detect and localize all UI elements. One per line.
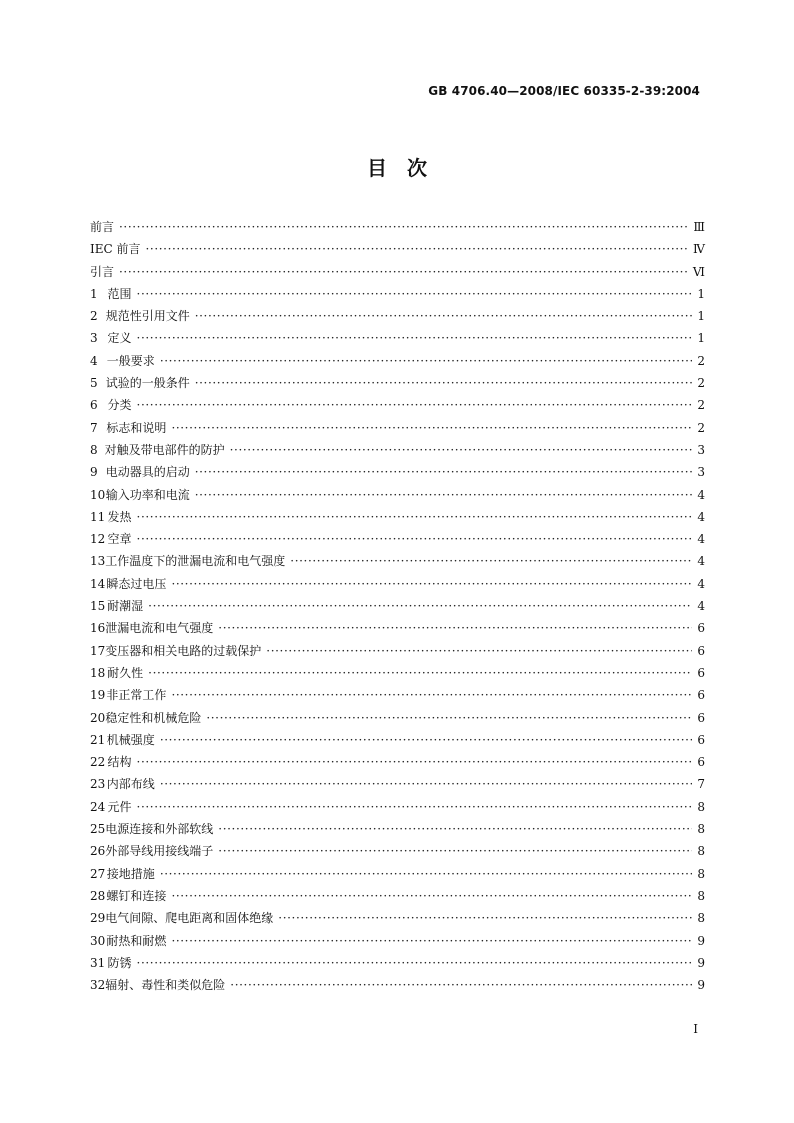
toc-entry-label: 电气间隙、爬电距离和固体绝缘: [105, 911, 274, 926]
toc-entry-label: 规范性引用文件: [105, 309, 190, 324]
toc-entry[interactable]: [90, 261, 705, 283]
toc-entry-label: 机械强度: [106, 732, 155, 747]
toc-entry-page: 4: [697, 576, 705, 591]
toc-leader-dots: [160, 773, 693, 795]
toc-leader-dots: [171, 930, 692, 952]
toc-entry-number: 15: [90, 599, 106, 614]
toc-entry-page: 1: [697, 309, 705, 324]
toc-entry-page: 4: [697, 487, 705, 502]
page-number: I: [693, 1022, 698, 1036]
toc-entry-page: 8: [697, 888, 705, 903]
toc-leader-dots: [137, 283, 693, 305]
toc-entry[interactable]: [90, 238, 705, 260]
toc-entry[interactable]: [90, 595, 705, 617]
toc-entry-number: 29: [90, 911, 106, 926]
toc-leader-dots: [266, 640, 692, 662]
toc-entry-label: 螺钉和连接: [106, 888, 167, 903]
toc-entry-number: 4: [90, 353, 98, 368]
toc-entry-number: 6: [90, 398, 98, 413]
toc-entry-page: 8: [697, 866, 705, 881]
toc-leader-dots: [148, 662, 692, 684]
toc-entry-label: 分类: [107, 398, 132, 413]
toc-entry-label: 前言: [90, 220, 115, 234]
toc-entry-page: 6: [697, 665, 705, 680]
toc-entry[interactable]: [90, 662, 705, 684]
toc-entry[interactable]: [90, 439, 705, 461]
toc-leader-dots: [160, 863, 693, 885]
toc-entry[interactable]: [90, 350, 705, 372]
toc-entry-number: 2: [90, 309, 98, 324]
toc-entry[interactable]: [90, 528, 705, 550]
toc-entry[interactable]: [90, 974, 705, 996]
toc-entry-page: 1: [697, 331, 705, 346]
toc-leader-dots: [160, 729, 693, 751]
toc-entry-number: 19: [90, 688, 106, 703]
toc-entry-number: 12: [90, 532, 106, 547]
toc-entry[interactable]: [90, 729, 705, 751]
toc-entry[interactable]: [90, 573, 705, 595]
toc-entry-page: 8: [697, 799, 705, 814]
toc-entry-page: 4: [697, 509, 705, 524]
toc-entry-page: 2: [697, 420, 705, 435]
toc-entry-page: 2: [697, 353, 705, 368]
toc-leader-dots: [218, 818, 692, 840]
toc-entry-label: 空章: [107, 532, 132, 547]
toc-entry-page: 6: [697, 755, 705, 770]
toc-entry[interactable]: [90, 506, 705, 528]
toc-leader-dots: [171, 573, 692, 595]
toc-entry-label: 定义: [107, 331, 132, 346]
toc-entry-number: 3: [90, 331, 98, 346]
standard-code: GB 4706.40—2008/IEC 60335-2-39:2004: [428, 84, 700, 98]
toc-entry[interactable]: [90, 305, 705, 327]
toc-entry[interactable]: [90, 773, 705, 795]
toc-leader-dots: [206, 707, 692, 729]
toc-entry-page: 4: [697, 532, 705, 547]
toc-entry[interactable]: [90, 617, 705, 639]
toc-leader-dots: [195, 372, 693, 394]
toc-entry-page: 8: [697, 911, 705, 926]
toc-entry-label: 电动器具的启动: [105, 465, 190, 480]
toc-entry-label: 防锈: [107, 955, 132, 970]
toc-leader-dots: [218, 840, 692, 862]
toc-entry-page: 6: [697, 621, 705, 636]
toc-entry-page: 8: [697, 822, 705, 837]
toc-entry-label: 稳定性和机械危险: [105, 710, 202, 725]
toc-leader-dots: [137, 394, 693, 416]
toc-entry[interactable]: [90, 640, 705, 662]
toc-entry-number: 9: [90, 465, 98, 480]
toc-entry-label: 接地措施: [106, 866, 155, 881]
toc-entry-label: 变压器和相关电路的过载保护: [105, 643, 262, 658]
toc-entry-page: 6: [697, 643, 705, 658]
toc-leader-dots: [119, 261, 688, 283]
toc-entry-page: 6: [697, 688, 705, 703]
toc-entry-page: Ⅵ: [692, 264, 705, 279]
toc-entry[interactable]: [90, 952, 705, 974]
page-title: 目 次: [367, 156, 427, 180]
toc-entry-number: 30: [90, 933, 106, 948]
toc-entry[interactable]: [90, 550, 705, 572]
toc-entry-number: 21: [90, 732, 106, 747]
toc-entry-page: 7: [697, 777, 705, 792]
toc-entry-label: 电源连接和外部软线: [105, 822, 214, 837]
toc-leader-dots: [146, 238, 689, 260]
toc-entry[interactable]: [90, 818, 705, 840]
toc-entry-page: 4: [697, 599, 705, 614]
toc-entry-number: 10: [90, 487, 106, 502]
toc-entry-label: 范围: [107, 286, 132, 301]
toc-entry-page: 1: [697, 286, 705, 301]
toc-leader-dots: [171, 684, 692, 706]
toc-entry-number: 22: [90, 755, 106, 770]
toc-entry-page: 4: [697, 554, 705, 569]
toc-entry[interactable]: [90, 707, 705, 729]
toc-entry-number: 28: [90, 888, 106, 903]
toc-entry-page: 9: [697, 978, 705, 993]
toc-leader-dots: [195, 305, 693, 327]
toc-entry-number: 25: [90, 822, 106, 837]
toc-entry-number: 24: [90, 799, 106, 814]
toc-entry[interactable]: [90, 372, 705, 394]
toc-entry-label: 辐射、毒性和类似危险: [105, 978, 226, 993]
toc-entry-number: 16: [90, 621, 106, 636]
toc-entry-number: 27: [90, 866, 106, 881]
toc-entry-label: 耐久性: [107, 665, 144, 680]
toc-entry[interactable]: [90, 796, 705, 818]
toc-entry-label: 输入功率和电流: [105, 487, 190, 502]
toc-entry[interactable]: [90, 684, 705, 706]
toc-entry-label: 一般要求: [106, 353, 155, 368]
toc-entry[interactable]: [90, 394, 705, 416]
toc-leader-dots: [137, 528, 693, 550]
toc-entry[interactable]: [90, 461, 705, 483]
toc-entry-label: 标志和说明: [106, 420, 167, 435]
toc-entry-label: 结构: [107, 755, 132, 770]
toc-leader-dots: [290, 550, 692, 572]
toc-leader-dots: [137, 952, 693, 974]
toc-entry[interactable]: [90, 484, 705, 506]
toc-entry-page: 9: [697, 955, 705, 970]
toc-entry-label: 耐热和耐燃: [106, 933, 167, 948]
toc-entry-number: 32: [90, 978, 106, 993]
toc-entry[interactable]: [90, 417, 705, 439]
toc-entry-page: 6: [697, 710, 705, 725]
toc-entry[interactable]: [90, 283, 705, 305]
toc-entry[interactable]: [90, 885, 705, 907]
toc-entry-page: 2: [697, 376, 705, 391]
toc-leader-dots: [230, 439, 693, 461]
toc-entry-page: Ⅳ: [693, 242, 705, 257]
toc-entry[interactable]: [90, 216, 705, 238]
toc-leader-dots: [160, 350, 693, 372]
toc-entry-page: 6: [697, 732, 705, 747]
toc-leader-dots: [218, 617, 692, 639]
toc-entry-number: 14: [90, 576, 106, 591]
toc-entry[interactable]: [90, 840, 705, 862]
toc-entry-label: IEC 前言: [90, 242, 141, 257]
toc-entry-page: 2: [697, 398, 705, 413]
toc-leader-dots: [137, 327, 693, 349]
toc-entry-number: 23: [90, 777, 106, 792]
toc-entry-label: 发热: [107, 509, 132, 524]
toc-entry-label: 耐潮湿: [107, 599, 144, 614]
toc-entry[interactable]: [90, 751, 705, 773]
toc-entry-number: 1: [90, 286, 98, 301]
toc-entry-number: 5: [90, 376, 98, 391]
toc-entry[interactable]: [90, 863, 705, 885]
toc-entry-label: 工作温度下的泄漏电流和电气强度: [105, 554, 286, 569]
toc-entry-page: Ⅲ: [693, 220, 705, 234]
toc-leader-dots: [148, 595, 692, 617]
toc-entry-number: 8: [90, 442, 98, 457]
toc-leader-dots: [278, 907, 692, 929]
toc-entry-number: 31: [90, 955, 106, 970]
toc-leader-dots: [230, 974, 692, 996]
toc-entry-number: 7: [90, 420, 98, 435]
toc-entry-label: 外部导线用接线端子: [105, 844, 214, 859]
toc-entry-page: 8: [697, 844, 705, 859]
toc-leader-dots: [137, 506, 693, 528]
toc-entry-number: 17: [90, 643, 106, 658]
toc-leader-dots: [195, 484, 693, 506]
toc-entry-number: 13: [90, 554, 106, 569]
toc-entry-number: 11: [90, 509, 106, 524]
toc-entry-number: 26: [90, 844, 106, 859]
toc-entry[interactable]: [90, 907, 705, 929]
toc-entry-label: 非正常工作: [106, 688, 167, 703]
toc-entry-label: 泄漏电流和电气强度: [105, 621, 214, 636]
toc-leader-dots: [171, 417, 692, 439]
toc-entry-label: 对触及带电部件的防护: [104, 442, 225, 457]
toc-entry-page: 9: [697, 933, 705, 948]
toc-entry-number: 20: [90, 710, 106, 725]
toc-entry-label: 试验的一般条件: [105, 376, 190, 391]
table-of-contents: [90, 216, 705, 996]
toc-entry-label: 元件: [107, 799, 132, 814]
toc-leader-dots: [137, 796, 693, 818]
toc-leader-dots: [171, 885, 692, 907]
toc-entry-number: 18: [90, 665, 106, 680]
toc-entry-label: 内部布线: [106, 777, 155, 792]
toc-leader-dots: [137, 751, 693, 773]
toc-entry-label: 瞬态过电压: [106, 576, 167, 591]
toc-entry-page: 3: [697, 465, 705, 480]
toc-leader-dots: [195, 461, 693, 483]
toc-leader-dots: [119, 216, 688, 238]
toc-entry[interactable]: [90, 327, 705, 349]
toc-entry[interactable]: [90, 930, 705, 952]
toc-entry-page: 3: [697, 442, 705, 457]
toc-entry-label: 引言: [90, 264, 115, 279]
